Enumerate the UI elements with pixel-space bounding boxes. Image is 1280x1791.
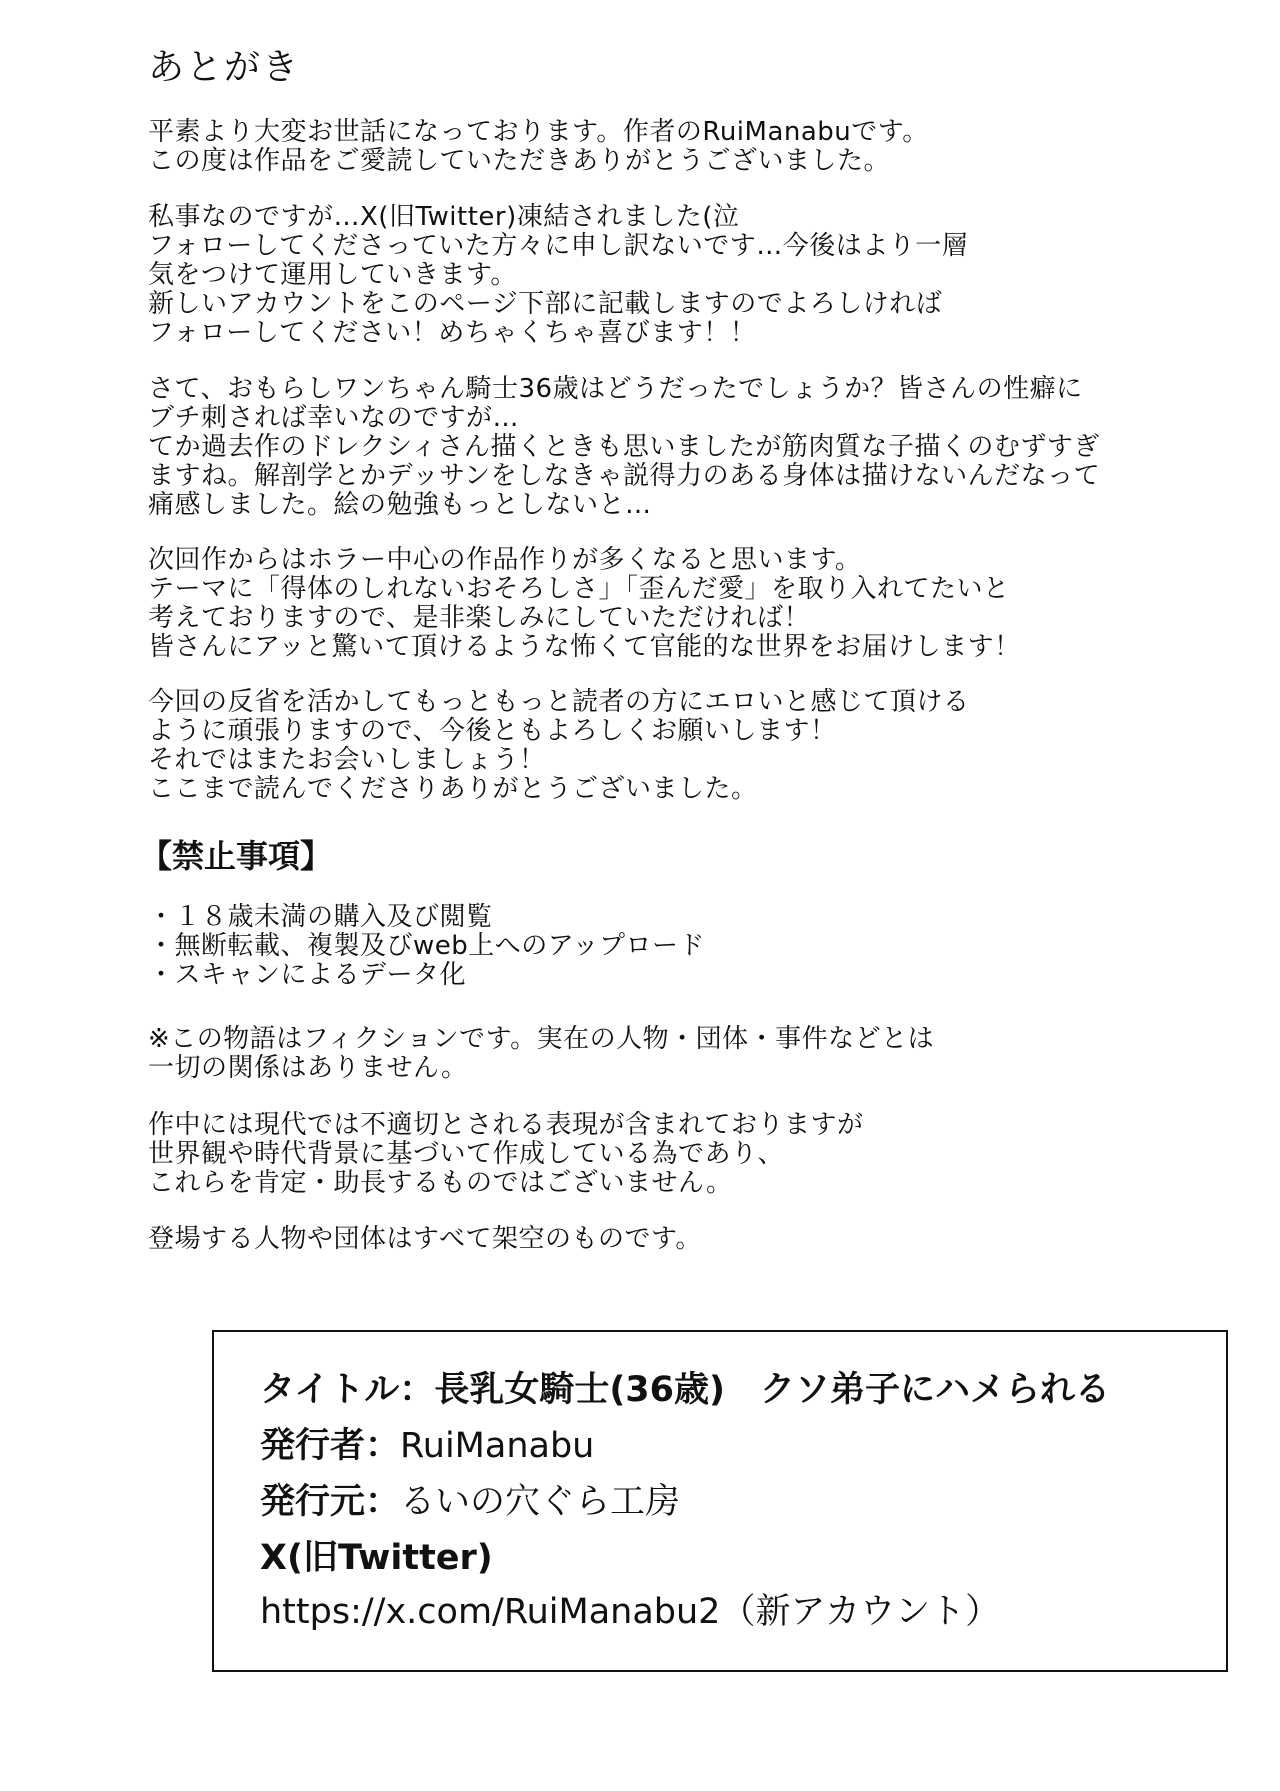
colophon-origin-row [260, 1480, 680, 1524]
text-line: 登場する人物や団体はすべて架空のものです。 [148, 1224, 702, 1254]
text-line: 皆さんにアッと驚いて頂けるような怖くて官能的な世界をお届けします！ [148, 632, 1021, 662]
text-line: これらを肯定・助長するものではございません。 [148, 1168, 733, 1198]
text-line: フォローしてくださっていた方々に申し訳ないです…今後はより一層 [148, 231, 969, 261]
list-item: ・スキャンによるデータ化 [148, 960, 467, 990]
fiction-disclaimer [148, 1025, 934, 1083]
expression-disclaimer [148, 1111, 864, 1198]
text-line: この度は作品をご愛読していただきありがとうございました。 [148, 146, 891, 176]
text-line: ここまで読んでくださりありがとうございました。 [148, 774, 758, 804]
text-line: ように頑張りますので、今後ともよろしくお願いします！ [148, 716, 837, 746]
colophon-social-label: X(旧Twitter) [260, 1538, 493, 1578]
text-line: フォローしてください！めちゃくちゃ喜びます！！ [148, 318, 757, 348]
text-line: 今回の反省を活かしてもっともっと読者の方にエロいと感じて頂ける [148, 687, 970, 717]
text-line: 新しいアカウントをこのページ下部に記載しますのでよろしければ [148, 289, 943, 319]
text-line: テーマに「得体のしれないおそろしさ」「歪んだ愛」を取り入れてたいと [148, 574, 1010, 604]
afterword-paragraph-4 [148, 546, 1021, 662]
text-line: ブチ刺されば幸いなのですが… [148, 403, 520, 433]
text-line: 気をつけて運用していきます。 [148, 260, 517, 290]
text-line: てか過去作のドレクシィさん描くときも思いましたが筋肉質な子描くのむずすぎ [148, 432, 1100, 462]
afterword-paragraph-2 [148, 203, 968, 348]
text-line: 一切の関係はありません。 [148, 1053, 468, 1083]
text-line: 作中には現代では不適切とされる表現が含まれておりますが [148, 1110, 864, 1140]
text-line: さて、おもらしワンちゃん騎士36歳はどうだったでしょうか？皆さんの性癖に [148, 374, 1083, 404]
colophon-origin-value: るいの穴ぐら工房 [400, 1482, 681, 1522]
list-item: ・無断転載、複製及びweb上へのアップロード [148, 931, 705, 961]
text-line: ※この物語はフィクションです。実在の人物・団体・事件などとは [148, 1024, 935, 1054]
colophon-box [212, 1330, 1228, 1672]
colophon-url-link[interactable]: https://x.com/RuiManabu2 [260, 1592, 721, 1632]
text-line: 私事なのですが…X(旧Twitter)凍結されました(泣 [148, 202, 740, 232]
text-line: 痛感しました。絵の勉強もっとしないと… [148, 490, 652, 520]
colophon-url-row [260, 1590, 1000, 1634]
colophon-publisher-row [260, 1424, 594, 1468]
afterword-paragraph-5 [148, 688, 970, 804]
afterword-paragraph-1 [148, 118, 929, 176]
prohibited-title: 【禁止事項】 [140, 837, 333, 875]
list-item: ・１８歳未満の購入及び閲覧 [148, 902, 493, 932]
text-line: 考えておりますので、是非楽しみにしていただければ！ [148, 603, 810, 633]
afterword-heading: あとがき [148, 47, 301, 88]
colophon-title-label: タイトル： [260, 1370, 435, 1410]
text-line: それではまたお会いしましょう！ [148, 745, 546, 775]
prohibited-list [148, 903, 705, 990]
colophon-title-value: 長乳女騎士(36歳) クソ弟子にハメられる [434, 1370, 1111, 1410]
fictional-characters-note [148, 1225, 702, 1254]
colophon-url-note: （新アカウント） [720, 1592, 1001, 1632]
afterword-paragraph-3 [148, 375, 1100, 520]
text-line: ますね。解剖学とかデッサンをしなきゃ説得力のある身体は描けないんだなって [148, 461, 1101, 491]
colophon-publisher-label: 発行者： [260, 1426, 401, 1466]
text-line: 平素より大変お世話になっております。作者のRuiManabuです。 [148, 117, 929, 147]
colophon-title-row [260, 1368, 1110, 1412]
text-line: 次回作からはホラー中心の作品作りが多くなると思います。 [148, 545, 862, 575]
text-line: 世界観や時代背景に基づいて作成している為であり、 [148, 1139, 785, 1169]
colophon-origin-label: 発行元： [260, 1482, 401, 1522]
colophon-publisher-value: RuiManabu [400, 1426, 595, 1466]
